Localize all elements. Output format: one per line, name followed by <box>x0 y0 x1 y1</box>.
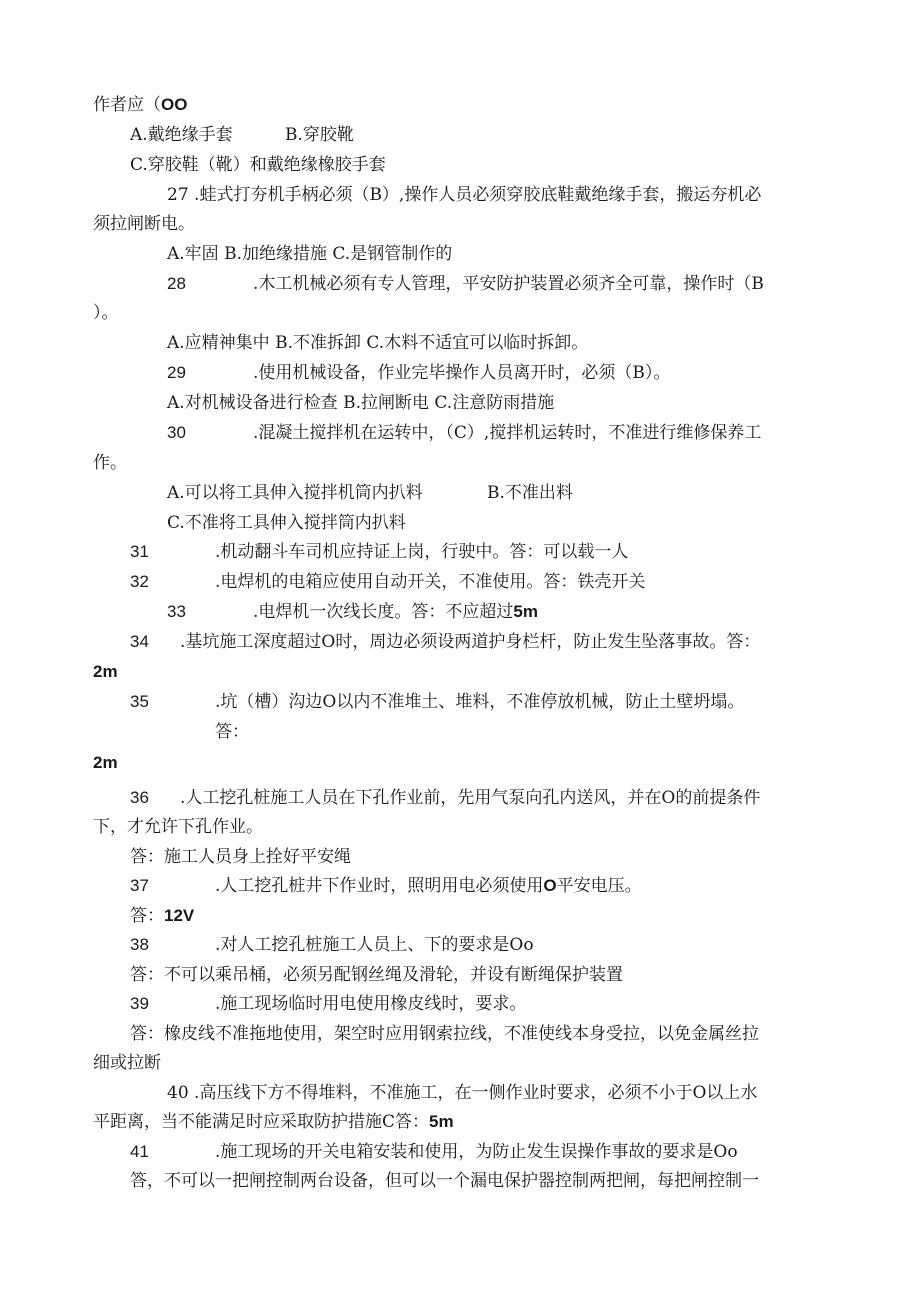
question-number: 32 <box>130 572 149 591</box>
question-35: .坑（槽）沟边O以内不准堆土、堆料，不准停放机械，防止土壁坍塌。 <box>215 692 745 712</box>
question-32: .电焊机的电箱应使用自动开关，不准使用。答：铁壳开关 <box>215 572 646 592</box>
question-38: .对人工挖孔桩施工人员上、下的要求是Oo <box>215 935 534 955</box>
answer-line: 答，不可以一把闸控制两台设备，但可以一个漏电保护器控制两把闸，每把闸控制一 <box>130 1171 759 1191</box>
answer-value: 5m <box>429 1112 454 1131</box>
text-fragment: 作者应（ <box>93 95 161 115</box>
question-31: .机动翻斗车司机应持证上岗，行驶中。答：可以载一人 <box>215 542 629 562</box>
answer-line: 答：施工人员身上拴好平安绳 <box>130 847 351 867</box>
question-33 <box>253 601 538 623</box>
answer-value: 2m <box>93 753 118 772</box>
answer-line <box>130 905 194 927</box>
option-a: A.可以将工具伸入搅拌机筒内扒料 <box>167 483 423 503</box>
option-b: B.穿胶靴 <box>285 125 354 145</box>
answer-value: 5m <box>513 602 538 621</box>
question-41: .施工现场的开关电箱安装和使用，为防止发生误操作事故的要求是Oo <box>215 1142 738 1162</box>
options-28: A.应精神集中 B.不准拆卸 C.木料不适宜可以临时拆卸。 <box>167 333 589 353</box>
question-number: 31 <box>130 542 149 561</box>
options-27: A.牢固 B.加绝缘措施 C.是钢管制作的 <box>167 244 453 264</box>
text-fragment: .人工挖孔桩井下作业时，照明用电必须使用 <box>215 876 544 896</box>
question-number: 37 <box>130 876 149 895</box>
question-36: .人工挖孔桩施工人员在下孔作业前，先用气泵向孔内送风，并在O的前提条件 <box>180 788 761 808</box>
answer-line: 答：不可以乘吊桶，必须另配钢丝绳及滑轮，并设有断绳保护装置 <box>130 965 623 985</box>
text-line: 须拉闸断电。 <box>93 214 195 234</box>
question-number: 39 <box>130 994 149 1013</box>
option-c: C.不准将工具伸入搅拌筒内扒料 <box>167 513 406 533</box>
answer-line: 答：橡皮线不准拖地使用，架空时应用钢索拉线，不准使线本身受拉，以免金属丝拉 <box>130 1024 759 1044</box>
text-fragment: O <box>543 876 557 895</box>
question-30: .混凝土搅拌机在运转中，（C）,搅拌机运转时，不准进行维修保养工 <box>253 423 762 443</box>
answer-value: 2m <box>93 662 118 681</box>
text-line <box>93 1111 454 1133</box>
answer-value: 12V <box>164 906 195 925</box>
question-number: 35 <box>130 692 149 711</box>
question-number: 33 <box>167 602 186 621</box>
question-number: 41 <box>130 1142 149 1161</box>
question-number: 34 <box>130 632 149 651</box>
question-37 <box>215 875 642 897</box>
text-fragment: 平安电压。 <box>556 876 642 896</box>
question-number: 36 <box>130 788 149 807</box>
text-fragment: OO <box>161 95 188 114</box>
text-line <box>93 94 187 116</box>
text-fragment: 平距离，当不能满足时应采取防护措施C答： <box>93 1112 430 1132</box>
question-27: 27 .蛙式打夯机手柄必须（B）,操作人员必须穿胶底鞋戴绝缘手套，搬运夯机必 <box>167 185 762 205</box>
answer-label: 答： <box>130 906 164 926</box>
question-number: 29 <box>167 363 186 382</box>
answer-label: 答： <box>215 722 249 742</box>
question-number: 28 <box>167 274 186 293</box>
question-number: 30 <box>167 423 186 442</box>
text-line: ）。 <box>93 303 119 323</box>
question-29: .使用机械设备，作业完毕操作人员离开时，必须（B）。 <box>253 363 671 383</box>
question-40: 40 .高压线下方不得堆料，不准施工，在一侧作业时要求，必须不小于O以上水 <box>167 1083 758 1103</box>
text-line: 细或拉断 <box>93 1053 161 1073</box>
question-number: 38 <box>130 935 149 954</box>
options-29: A.对机械设备进行检查 B.拉闸断电 C.注意防雨措施 <box>167 393 555 413</box>
question-34: .基坑施工深度超过O时，周边必须设两道护身栏杆，防止发生坠落事故。答： <box>180 632 761 652</box>
option-c: C.穿胶鞋（靴）和戴绝缘橡胶手套 <box>130 155 386 175</box>
question-28: .木工机械必须有专人管理，平安防护装置必须齐全可靠，操作时（B <box>253 274 764 294</box>
option-b: B.不准出料 <box>487 483 573 503</box>
text-line: 下，才允许下孔作业。 <box>93 817 263 837</box>
option-a: A.戴绝缘手套 <box>130 125 233 145</box>
text-line: 作。 <box>93 453 127 473</box>
question-39: .施工现场临时用电使用橡皮线时，要求。 <box>215 994 527 1014</box>
text-fragment: .电焊机一次线长度。答：不应超过 <box>253 602 514 622</box>
